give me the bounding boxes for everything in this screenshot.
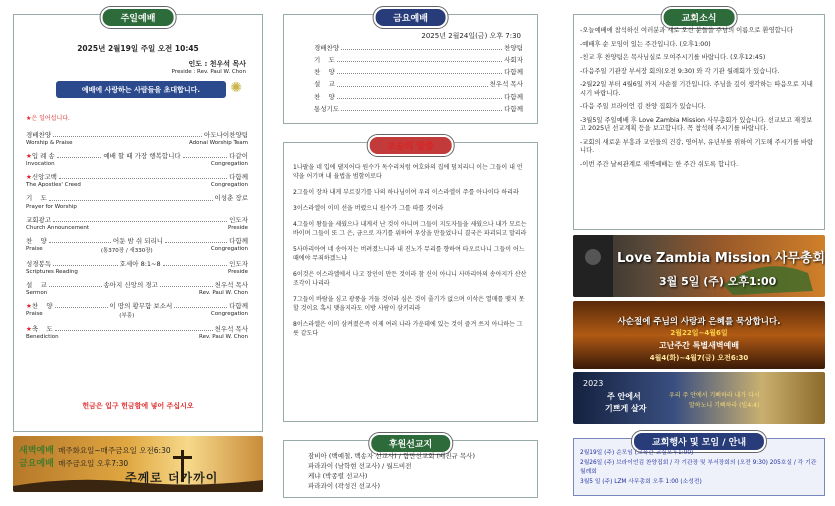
scripture-verse: 8이스라엘은 이미 삼켜졌은즉 이제 여러 나라 가운데에 있는 것이 즐겨 쓰지 아니하는 그릇 같도다	[293, 321, 523, 337]
order-item-person: 천우석 목사	[214, 280, 249, 289]
order-item-person-english: Preside	[227, 224, 248, 231]
lent-banner-sub: 고난주간 특별새벽예배	[658, 341, 740, 350]
mission-support-list	[308, 451, 531, 491]
order-item-person-english: Preside	[227, 268, 248, 275]
friday-item-title: 경배찬양	[314, 44, 340, 52]
church-news-panel	[573, 14, 825, 230]
order-item-english: Scriptures Reading	[26, 268, 78, 275]
sunday-leader: 인도 : 천우석 목사	[188, 60, 246, 68]
leader-dots	[341, 49, 502, 50]
order-item-title-text: 성경봉독	[26, 259, 52, 268]
order-item-title-text: 입 례 송	[31, 152, 55, 161]
order-item-content: 어둔 밤 쉬 되리니	[112, 236, 164, 245]
leader-dots	[337, 61, 502, 62]
leader-dots	[337, 98, 502, 99]
leader-dots	[337, 86, 488, 87]
order-item-english: Church Announcement	[26, 224, 90, 231]
leader-dots	[49, 286, 102, 287]
todays-word-panel	[283, 142, 538, 422]
zambia-banner-date: 3월 5일 (주) 오후1:00	[659, 275, 777, 288]
dawn-service-label: 새벽예배	[19, 446, 54, 456]
worship-order-subrow	[26, 269, 248, 275]
order-item-title	[26, 303, 53, 310]
order-item-content: 호세아 8:1~8	[119, 259, 161, 268]
friday-order	[314, 45, 523, 118]
worship-order-subrow	[26, 334, 248, 340]
friday-order-row	[314, 81, 523, 88]
worship-order-item	[26, 238, 248, 254]
joy-banner-year: 2023	[583, 379, 604, 388]
offering-note: 헌금은 입구 헌금함에 넣어 주십시오	[82, 402, 194, 410]
lent-banner-title: 사순절에 주님의 사랑과 은혜를 묵상합니다.	[617, 317, 781, 327]
order-item-title-text: 찬 양	[31, 302, 53, 311]
lent-banner	[573, 301, 825, 369]
event-item: 2월26일 (주) 브라이언김 찬양집회 / 각 기관장 및 부서장회의 (오전 9:30) 205호실 / 각 기관 월례회	[580, 460, 817, 475]
order-item-title-text: 찬 양	[26, 236, 47, 245]
church-news-list	[580, 27, 818, 174]
order-item-person-english: Adonai Worship Team	[188, 140, 248, 147]
order-item-english: Benediction	[26, 334, 59, 341]
order-item-person-english: Rev. Paul W. Chon	[199, 334, 248, 341]
order-of-worship	[26, 132, 248, 347]
worship-order-subrow	[26, 182, 248, 188]
news-item: -2월22일 부터 4월6일 까지 사순절 기간입니다. 주님을 깊이 생각하는 따음으로 지내시기 바랍니다.	[580, 81, 813, 97]
order-item-title-text: 축 도	[31, 325, 53, 334]
star-icon: ★	[26, 152, 32, 161]
mission-support-header: 후원선교지	[369, 433, 452, 454]
news-item: -이번 주간 날씨관계로 새벽예배는 한 주간 쉬도록 합니다.	[580, 160, 739, 168]
leader-dots	[163, 265, 228, 266]
order-item-person: 다함께	[229, 302, 248, 311]
sparkle-icon: ✺	[230, 80, 242, 96]
worship-order-item	[26, 261, 248, 275]
leader-dots	[53, 221, 227, 222]
friday-date: 2025년 2월24일(금) 오후 7:30	[421, 32, 521, 40]
leader-dots	[53, 265, 118, 266]
worship-order-subrow	[26, 225, 248, 231]
joy-in-lord-banner	[573, 372, 825, 424]
friday-item-title: 찬 양	[314, 92, 335, 101]
mission-support-item: 파라과이 (남학현 선교사) / 월드비전	[308, 462, 412, 471]
welcome-banner	[56, 80, 242, 98]
leader-dots	[160, 286, 213, 287]
leader-dots	[59, 178, 227, 179]
friday-item-person: 다함께	[504, 104, 523, 113]
worship-order-subrow	[26, 204, 248, 210]
order-item-title-text: 설 교	[26, 280, 47, 289]
scripture-verse: 5사마리아여 네 송아지는 버려졌느니라 내 진노가 무리를 향하여 타오르나니 그들이 어느 때에야 무죄하겠느냐	[293, 246, 525, 262]
order-item-english: Praise	[26, 245, 43, 252]
order-item-title	[26, 217, 51, 224]
news-item: -교회의 새로운 부흥과 교인들의 건강, 영어부, 유년부를 위하여 기도해 주시기를 바랍니다.	[580, 138, 814, 154]
mission-support-item: 잠비아 (백예철, 백송자 선교사) / 함만선교회 (배진규 목사)	[308, 452, 476, 460]
standing-note: ★은 일어섭니다.	[26, 115, 70, 122]
scripture-verse: 2그들이 장차 내게 부르짖기를 나의 하나님이여 우리 이스라엘이 주를 아나이다 하리라	[293, 189, 519, 196]
scripture-verse: 6이것은 이스라엘에서 나고 장인이 만든 것이라 참 신이 아니니 사마리아의 송아지가 산산조각이 나리라	[293, 271, 527, 287]
worship-order-item	[26, 174, 248, 188]
zambia-mission-banner	[573, 235, 825, 297]
sunday-leader-en: Preside : Rev. Paul W. Chon	[171, 69, 246, 75]
friday-item-person: 찬양팀	[504, 44, 523, 52]
scripture-verse: 1나팔을 네 입에 댈지어다 원수가 독수리처럼 여호와의 집에 덮치리니 이는 그들이 내 언약을 어기며 내 율법을 범함이로다	[293, 164, 523, 180]
order-item-english: Sermon	[26, 290, 48, 297]
mission-support-item: 케냐 (박종렬 선교사)	[308, 472, 368, 481]
sunday-worship-header: 주일예배	[101, 7, 176, 28]
leader-dots	[53, 136, 202, 137]
news-item: -다음 주일 브라이언 김 찬양 집회가 있습니다.	[580, 103, 706, 110]
worship-order-row	[26, 303, 248, 310]
order-item-title	[26, 238, 47, 245]
prayer-service-banner	[13, 436, 263, 492]
worship-order-item	[26, 217, 248, 231]
order-item-title	[26, 282, 47, 289]
order-item-english: Invocation	[26, 161, 55, 168]
leader-dots	[174, 307, 227, 308]
order-item-content: 송아지 신앙의 경고	[103, 280, 158, 289]
order-item-person-english: Congregation	[210, 245, 248, 252]
friday-item-title: 찬 양	[314, 68, 335, 77]
order-item-person-english: Rev. Paul W. Chon	[199, 290, 248, 297]
order-item-title-text: 신앙고백	[31, 173, 57, 182]
scripture-verses	[293, 163, 528, 345]
friday-order-row	[314, 45, 523, 52]
order-item-english: Praise	[26, 311, 43, 318]
worship-order-row	[26, 195, 248, 202]
joy-banner-right2: 말하노니 기뻐하라 (빌4:4)	[689, 402, 760, 409]
worship-order-row	[26, 238, 248, 245]
event-item: 2월19일 (주) 순모임 (교육관 교실오후1:00)	[580, 450, 694, 456]
order-item-english: The Apostles' Creed	[26, 182, 81, 189]
news-item: -예배후 순 모임이 있는 주간입니다. (오후1:00)	[580, 40, 711, 48]
order-item-content: 예배 할 때 가장 행복합니다	[103, 152, 181, 161]
news-item: -다음주일 기관장 부서장 회의(오전 9:30) 와 각 기관 월례회가 있습니다.	[580, 67, 780, 75]
worship-order-item	[26, 326, 248, 340]
news-item: -3월5일 주일예배 후 Love Zambia Mission 사무총회가 있습니다. 선교보고 재정보고 2025년 선교계획 등을 보고합니다. 꼭 참석해 주시기를 바랍니다.	[580, 116, 813, 132]
order-item-title	[26, 326, 53, 333]
order-item-person-english: Congregation	[210, 161, 248, 168]
news-item: -오늘예배에 참석하신 여러분과 새로 오신 분들을 주님의 이름으로 환영합니다	[580, 27, 793, 34]
order-item-person: 다같이	[229, 152, 248, 161]
friday-worship-header: 금요예배	[373, 7, 448, 28]
leader-dots	[341, 110, 502, 111]
order-item-person-english: Congregation	[210, 182, 248, 189]
order-item-title-text: 교회광고	[26, 215, 52, 224]
worship-order-subrow	[26, 311, 248, 319]
order-item-person: 다함께	[229, 173, 248, 182]
friday-item-person: 천우석 목사	[489, 80, 523, 89]
friday-item-title: 기 도	[314, 56, 335, 65]
leader-dots	[55, 330, 213, 331]
church-events-panel	[573, 438, 825, 496]
worship-order-subrow	[26, 161, 248, 167]
order-item-title-text: 경배찬양	[26, 131, 52, 139]
worship-order-item	[26, 195, 248, 209]
worship-order-row	[26, 326, 248, 333]
order-item-title	[26, 132, 51, 139]
order-item-person: 다함께	[229, 236, 249, 245]
friday-item-person: 사회자	[504, 56, 523, 65]
order-item-content: 이 땅의 황무함 보소서	[109, 302, 173, 311]
order-item-person: 인도자	[229, 259, 249, 268]
star-icon: ★	[26, 173, 32, 182]
order-item-hymn-number: (통370장 / 새330장)	[100, 247, 153, 254]
friday-order-row	[314, 106, 523, 113]
leader-dots	[165, 242, 227, 243]
worship-order-row	[26, 261, 248, 268]
sunday-date: 2025년 2월19일 주일 오전 10:45	[77, 44, 199, 53]
worship-order-item	[26, 153, 248, 167]
order-item-english: Worship & Praise	[26, 140, 73, 147]
event-item: 3월5 일 (주) LZM 사무총회 오후 1:00 (소성전)	[580, 479, 702, 486]
mission-support-panel	[283, 440, 538, 498]
leader-dots	[49, 242, 111, 243]
worship-order-item	[26, 303, 248, 319]
friday-order-row	[314, 94, 523, 101]
dawn-service-time: 매주화요일~매주금요일 오전6:30	[58, 446, 171, 455]
welcome-text: 예배에 사랑하는 사람들을 초대합니다.	[81, 85, 201, 94]
order-item-hymn-number: (부흥)	[119, 313, 135, 320]
worship-order-row	[26, 153, 248, 160]
banner-slogan: 주께로 더가까이	[125, 471, 219, 485]
worship-order-item	[26, 282, 248, 296]
worship-order-row	[26, 132, 248, 139]
order-item-title	[26, 195, 47, 202]
order-item-person: 이성춘 장로	[214, 194, 248, 203]
leader-dots	[57, 157, 102, 158]
church-events-list	[580, 449, 820, 489]
scripture-verse: 7그들이 바람을 심고 광풍을 거둘 것이라 심은 것이 줄기가 없으며 이삭은 열매를 맺지 못할 것이요 혹시 맺을지라도 이방 사람이 삼키리라	[293, 296, 525, 312]
friday-item-person: 다함께	[504, 68, 523, 77]
joy-banner-right1: 우리 주 안에서 기뻐하라 내가 다시	[669, 392, 760, 399]
friday-service-time: 매주금요일 오후7:30	[58, 459, 129, 468]
leader-dots	[55, 307, 108, 308]
friday-item-person: 다함께	[504, 92, 523, 101]
mission-support-item: 파라과이 (곽성건 선교사)	[308, 482, 380, 491]
todays-word-header: 오늘의 말씀	[367, 135, 454, 156]
star-icon: ★	[26, 325, 32, 334]
leader-dots	[183, 157, 228, 158]
friday-item-title: 통성기도	[314, 104, 340, 113]
friday-item-title: 설 교	[314, 80, 335, 89]
friday-service-label: 금요예배	[19, 459, 54, 469]
order-item-person: 천우석 목사	[214, 325, 248, 334]
worship-order-subrow	[26, 290, 248, 296]
church-news-header: 교회소식	[662, 7, 737, 28]
order-item-english: Prayer for Worship	[26, 203, 77, 210]
order-item-title-text: 기 도	[26, 194, 47, 203]
lent-banner-date: 4월4(화)~4월7(금) 오전6:30	[649, 354, 749, 362]
lent-banner-range: 2월22일~4월6일	[670, 329, 728, 337]
order-item-person: 인도자	[229, 215, 248, 224]
zambia-banner-title: Love Zambia Mission 사무총회	[617, 251, 825, 266]
order-item-person-english: Congregation	[210, 311, 248, 318]
news-item: -친교 후 찬양팀은 목사님실로 모여주시기를 바랍니다. (오후12:45)	[580, 54, 766, 61]
worship-order-row	[26, 282, 248, 289]
leader-dots	[337, 73, 502, 74]
worship-order-row	[26, 174, 248, 181]
worship-order-row	[26, 217, 248, 224]
worship-order-subrow	[26, 140, 248, 146]
worship-order-item	[26, 132, 248, 146]
worship-order-subrow	[26, 246, 248, 254]
scripture-verse: 3이스라엘이 이미 선을 버렸으니 원수가 그를 따를 것이라	[293, 205, 444, 212]
order-item-title	[26, 174, 57, 181]
order-item-title	[26, 261, 51, 268]
friday-order-row	[314, 57, 523, 64]
joy-banner-left1: 주 안에서	[607, 392, 641, 401]
star-icon: ★	[26, 302, 32, 311]
church-events-header: 교회행사 및 모임 / 안내	[632, 431, 766, 452]
friday-worship-panel	[283, 14, 538, 124]
order-item-person: 아도나이찬양팀	[204, 131, 248, 139]
scripture-verse: 4그들이 왕들을 세웠으나 내게서 난 것이 아니며 그들이 지도자들을 세웠으나 내가 모르는 바이며 그들이 또 그 은, 금으로 자기를 위하여 우상을 만들었나니 결국은 파괴되고 말리라	[293, 221, 527, 237]
sunday-worship-panel	[13, 14, 263, 432]
friday-order-row	[314, 69, 523, 76]
joy-banner-left2: 기쁘게 살자	[605, 404, 647, 413]
order-item-title	[26, 153, 55, 160]
leader-dots	[49, 200, 213, 201]
